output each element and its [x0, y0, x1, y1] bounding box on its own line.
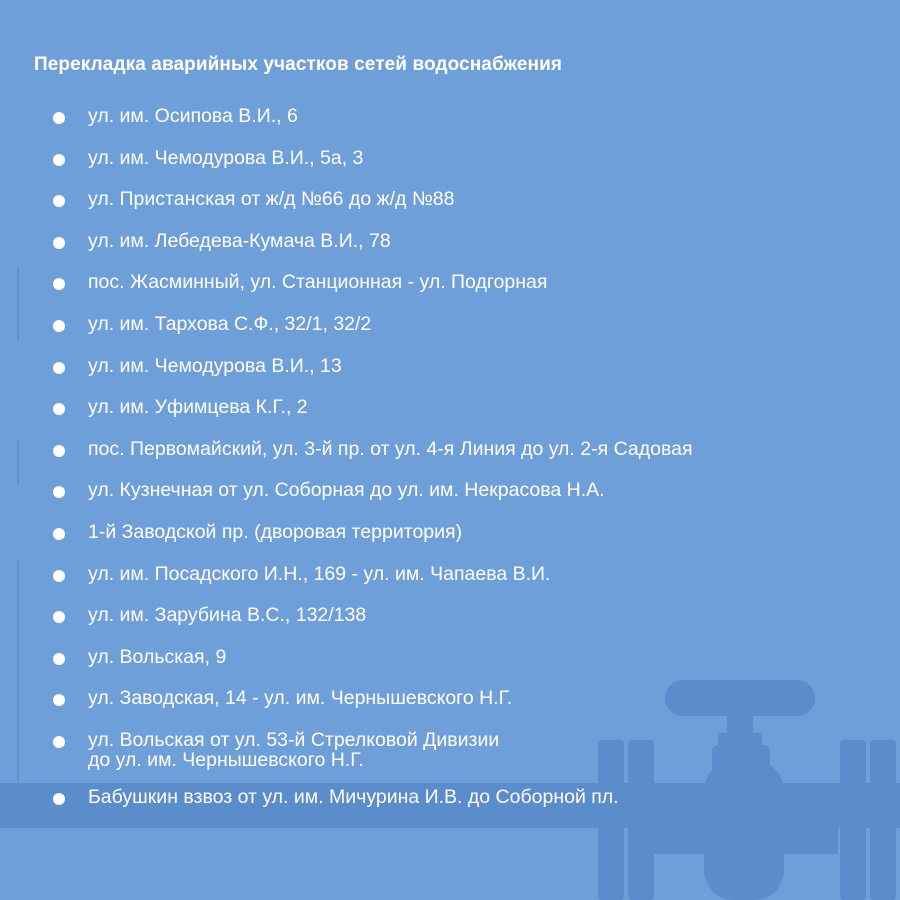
bullet-icon: [53, 320, 65, 332]
list-item-text: ул. им. Чемодурова В.И., 13: [88, 354, 342, 377]
list-item-text: ул. Пристанская от ж/д №66 до ж/д №88: [88, 188, 455, 211]
list-item-text: ул. им. Зарубина В.С., 132/138: [88, 604, 367, 627]
list-item-text: ул. Вольская от ул. 53-й Стрелковой Дивизии до ул. им. Чернышевского Н.Г.: [88, 728, 500, 771]
list-item: [52, 106, 693, 127]
list-item-text: 1-й Заводской пр. (дворовая территория): [88, 520, 463, 543]
bullet-icon: [53, 694, 65, 706]
list-item: [52, 272, 693, 293]
list-item: [52, 439, 693, 460]
bullet-icon: [53, 570, 65, 582]
bullet-icon: [53, 486, 65, 498]
bullet-icon: [53, 736, 65, 748]
decorative-line: [17, 268, 19, 340]
list-item: [52, 189, 693, 210]
bullet-icon: [53, 528, 65, 540]
decorative-line: [17, 560, 19, 790]
list-item-text: ул. им. Лебедева-Кумача В.И., 78: [88, 229, 391, 252]
list-item: [52, 688, 693, 709]
list-item: [52, 787, 693, 808]
list-item-text: ул. им. Осипова В.И., 6: [88, 105, 298, 127]
list-item: [52, 480, 693, 501]
bullet-icon: [53, 154, 65, 166]
list-item-text: пос. Жасминный, ул. Станционная - ул. Подгорная: [88, 271, 548, 294]
list-item-text: ул. Заводская, 14 - ул. им. Чернышевского Н.Г.: [88, 687, 513, 710]
list-item-text: ул. им. Чемодурова В.И., 5а, 3: [88, 146, 364, 169]
list-item: [52, 522, 693, 543]
list-item: [52, 647, 693, 668]
list-item-text: ул. им. Посадского И.Н., 169 - ул. им. Чапаева В.И.: [88, 562, 551, 585]
bullet-icon: [53, 403, 65, 415]
page-title: Перекладка аварийных участков сетей водоснабжения: [34, 54, 563, 75]
bullet-icon: [53, 445, 65, 457]
address-list: [52, 106, 693, 829]
list-item: [52, 231, 693, 252]
bullet-icon: [53, 278, 65, 290]
bullet-icon: [53, 611, 65, 623]
list-item: [52, 314, 693, 335]
list-item: [52, 605, 693, 626]
list-item-text: пос. Первомайский, ул. 3-й пр. от ул. 4-я Линия до ул. 2-я Садовая: [88, 437, 693, 460]
list-item-text: ул. Кузнечная от ул. Соборная до ул. им. Некрасова Н.А.: [88, 479, 605, 502]
list-item-text: ул. им. Уфимцева К.Г., 2: [88, 396, 308, 419]
bullet-icon: [53, 793, 65, 805]
list-item: [52, 397, 693, 418]
decorative-line: [17, 440, 19, 484]
list-item-text: ул. им. Тархова С.Ф., 32/1, 32/2: [88, 312, 372, 335]
list-item-text: ул. Вольская, 9: [88, 645, 227, 668]
list-item: [52, 356, 693, 377]
list-item: [52, 148, 693, 169]
list-item: [52, 564, 693, 585]
bullet-icon: [53, 195, 65, 207]
bullet-icon: [53, 112, 65, 124]
bullet-icon: [53, 237, 65, 249]
list-item: [52, 730, 693, 770]
bullet-icon: [53, 653, 65, 665]
list-item-text: Бабушкин взвоз от ул. им. Мичурина И.В. до Соборной пл.: [88, 785, 619, 808]
bullet-icon: [53, 362, 65, 374]
